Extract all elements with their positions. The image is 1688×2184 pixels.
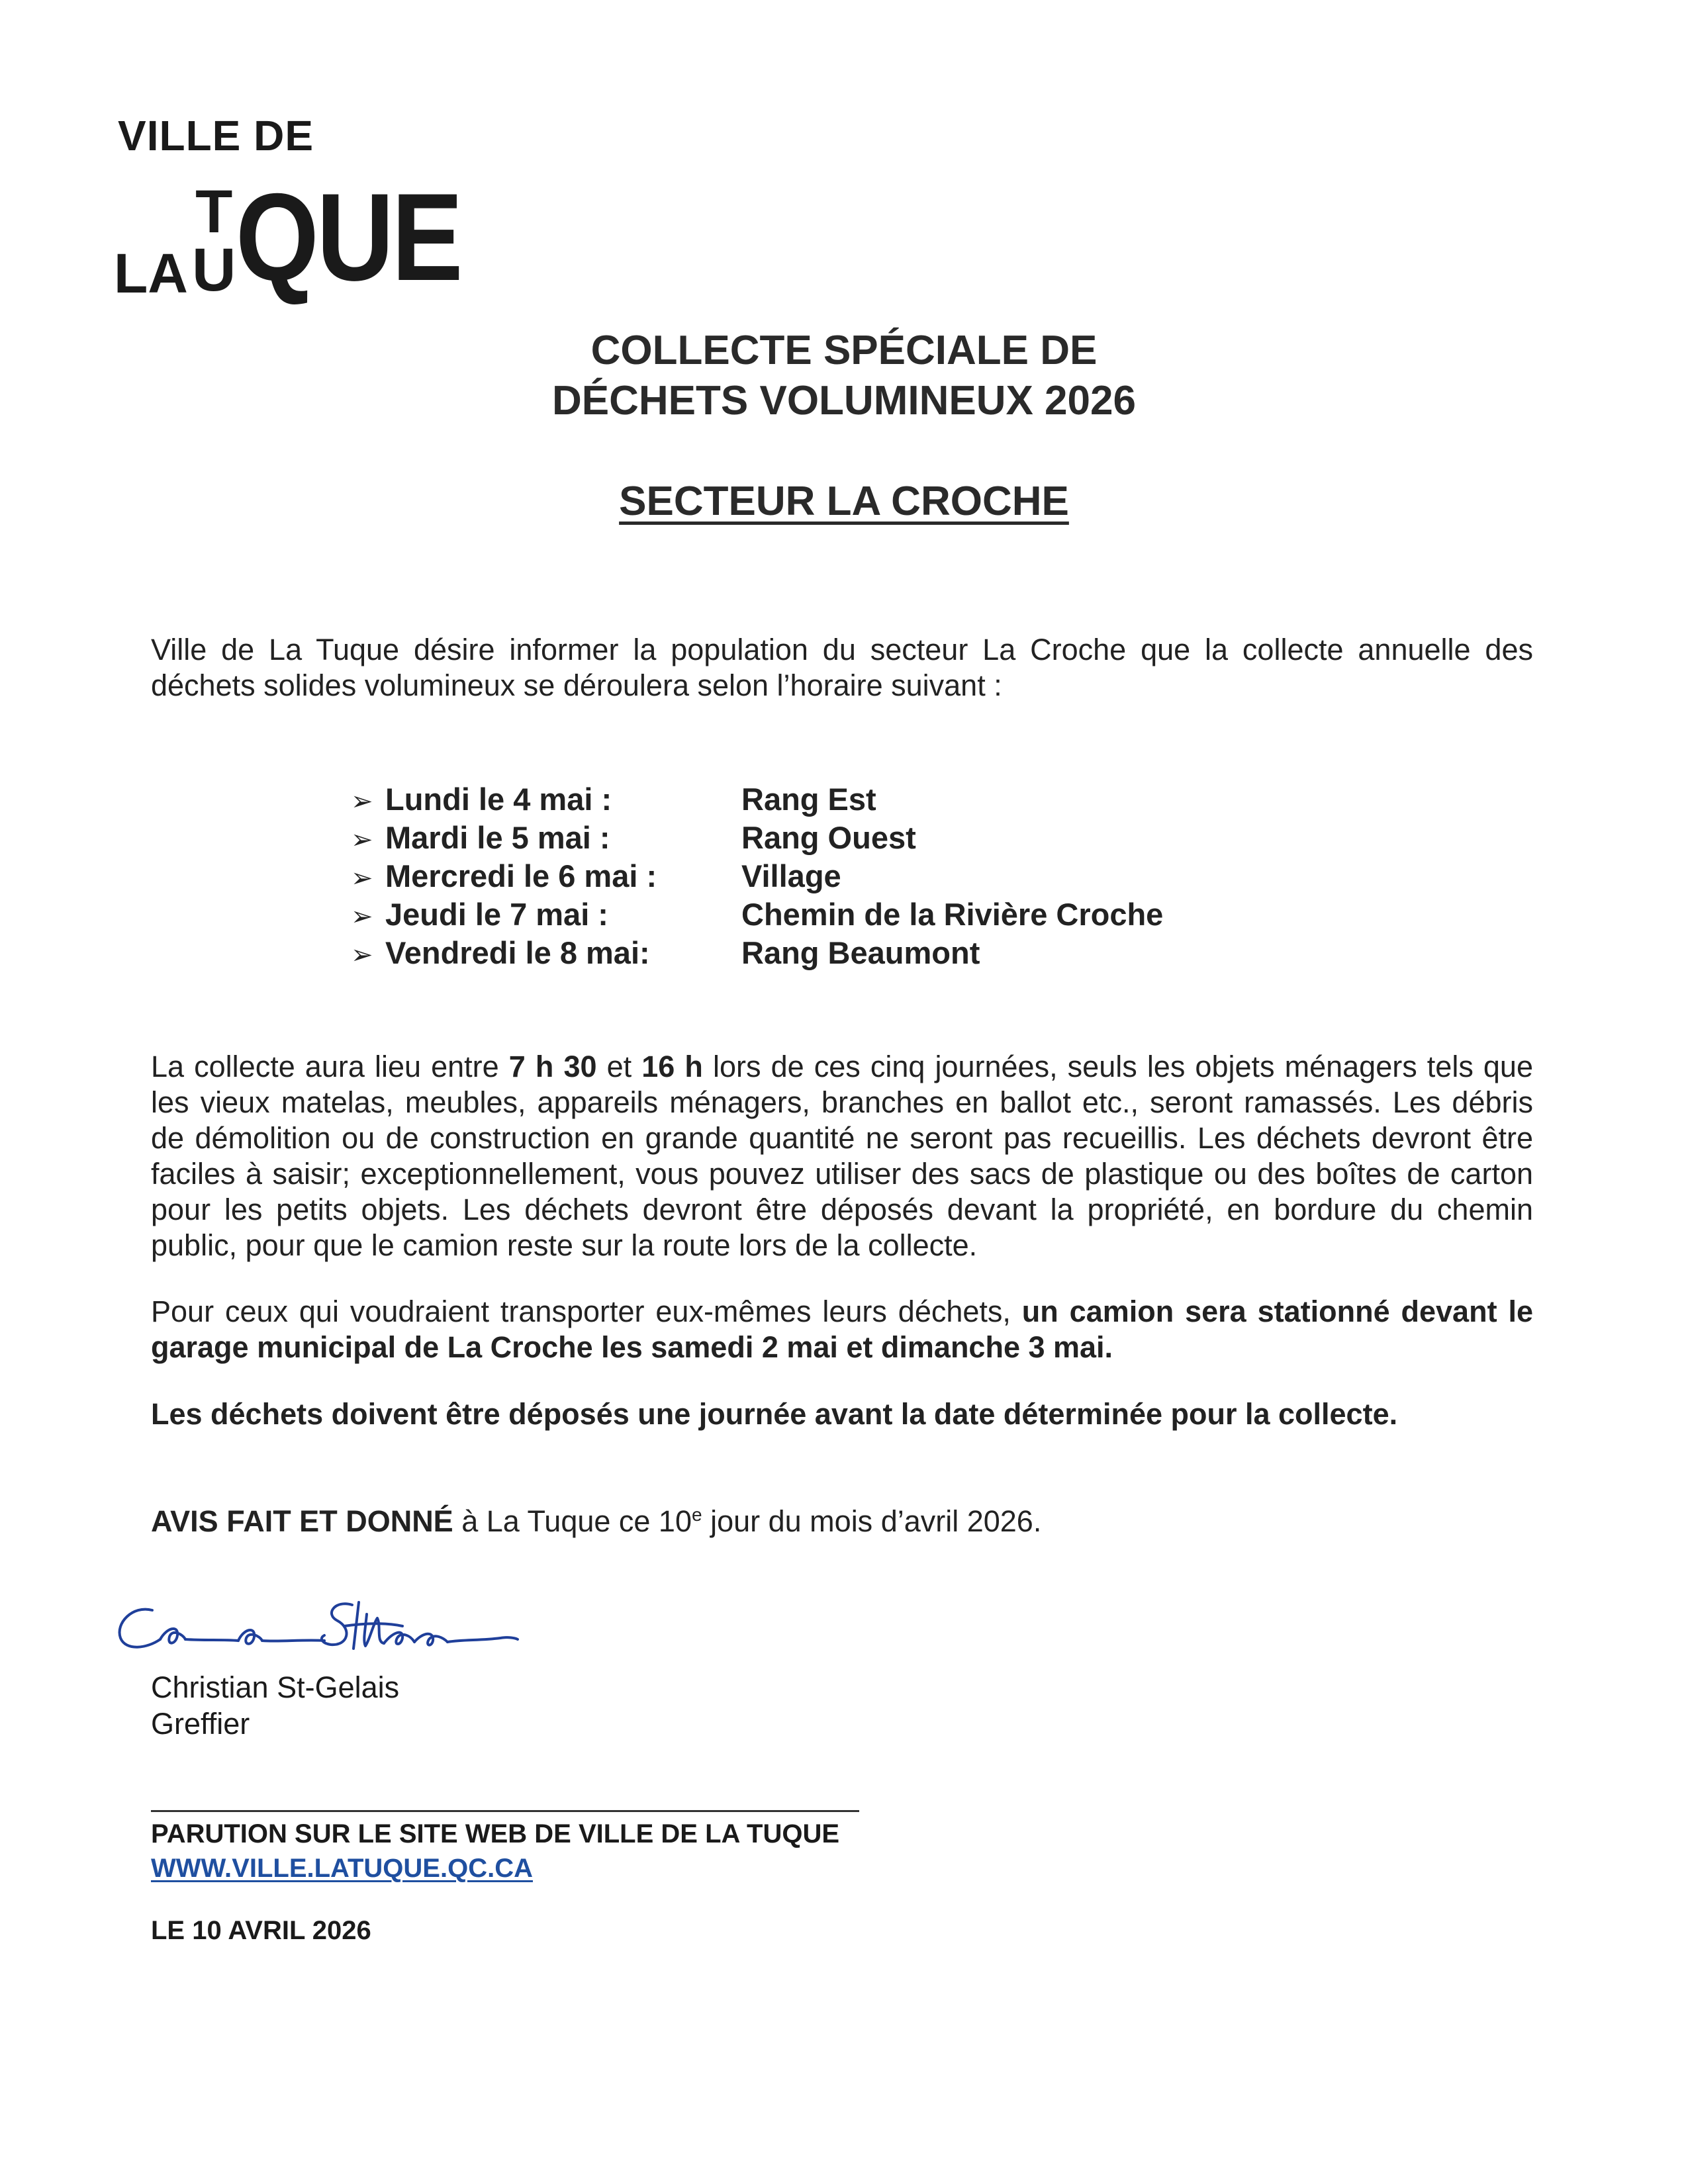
signature-drawing [106, 1585, 530, 1664]
schedule-item [351, 858, 1163, 896]
signer-block [151, 1669, 399, 1742]
signer-role: Greffier [151, 1707, 250, 1741]
logo-la: LA [114, 242, 188, 304]
publication-block [151, 1817, 839, 1886]
logo-ville-de: VILLE DE [118, 112, 314, 159]
arrow-bullet-icon: ➢ [351, 787, 373, 816]
avis-sup: e [692, 1504, 702, 1525]
collect-time-start: 7 h 30 [508, 1050, 597, 1083]
schedule-day: Vendredi le 8 mai: [385, 935, 650, 970]
schedule-day: Mercredi le 6 mai : [385, 858, 657, 893]
avis-bold: AVIS FAIT ET DONNÉ [151, 1504, 453, 1538]
schedule-place: Village [741, 858, 841, 893]
collect-paragraph [151, 1049, 1533, 1263]
schedule-place: Rang Est [741, 782, 876, 817]
schedule-item [351, 896, 1163, 934]
logo-tu-t: T [195, 178, 233, 246]
deposit-notice: Les déchets doivent être déposés une journée avant la date déterminée pour la collecte. [151, 1397, 1398, 1431]
title-line-2: DÉCHETS VOLUMINEUX 2026 [552, 378, 1136, 424]
title-line-1: COLLECTE SPÉCIALE DE [590, 328, 1098, 373]
schedule-place: Chemin de la Rivière Croche [741, 897, 1164, 932]
page-title [0, 326, 1688, 426]
avis-line [151, 1497, 1533, 1539]
logo-tu-u: U [191, 236, 236, 304]
logo-tu [191, 178, 236, 304]
transport-text: Pour ceux qui voudraient transporter eux-mêmes leurs déchets, [151, 1295, 1022, 1328]
transport-bold-text: un camion sera stationné devant le garage municipal de La Croche les samedi 2 mai et dimanche 3 mai. [151, 1295, 1533, 1364]
logo-que: QUE [236, 167, 461, 306]
publication-label: PARUTION SUR LE SITE WEB DE VILLE DE LA TUQUE [151, 1819, 840, 1848]
schedule-place: Rang Ouest [741, 820, 916, 855]
schedule-place: Rang Beaumont [741, 935, 980, 970]
schedule-item [351, 781, 1163, 819]
logo-latuque [114, 167, 498, 306]
transport-paragraph [151, 1294, 1533, 1365]
signer-name: Christian St-Gelais [151, 1670, 400, 1704]
arrow-bullet-icon: ➢ [351, 864, 373, 893]
schedule-day: Jeudi le 7 mai : [385, 897, 608, 932]
intro-paragraph: Ville de La Tuque désire informer la population du secteur La Croche que la collecte annuelle des déchets solides volumineux se déroulera selon l’horaire suivant : [151, 633, 1533, 702]
avis-text-2: jour du mois d’avril 2026. [702, 1504, 1042, 1538]
collect-text-1: La collecte aura lieu entre [151, 1050, 509, 1083]
schedule-list [351, 781, 1163, 973]
collect-time-end: 16 h [641, 1050, 703, 1083]
handwritten-signature [106, 1585, 530, 1668]
schedule-item [351, 819, 1163, 858]
divider [151, 1810, 859, 1812]
subtitle-text: SECTEUR LA CROCHE [619, 478, 1069, 524]
schedule-item [351, 934, 1163, 973]
publication-date: LE 10 AVRIL 2026 [151, 1916, 371, 1945]
arrow-bullet-icon: ➢ [351, 825, 373, 854]
schedule-day: Mardi le 5 mai : [385, 820, 610, 855]
collect-text-2: et [596, 1050, 642, 1083]
page-subtitle [0, 478, 1688, 525]
collect-text-3: lors de ces cinq journées, seuls les objets ménagers tels que les vieux matelas, meubles, appareils ménagers, branches en ballot etc., seront ramassés. Les débris de démolition ou de construction en grande quantité ne seront pas recueillis. Les déchets devront être faciles à saisir; exceptionnellement, vous pouvez utiliser des sacs de plastique ou des boîtes de carton pour les petits objets. Les déchets devront être déposés devant la propriété, en bordure du chemin public, pour que le camion reste sur la route lors de la collecte. [151, 1050, 1533, 1262]
arrow-bullet-icon: ➢ [351, 902, 373, 931]
arrow-bullet-icon: ➢ [351, 940, 373, 970]
website-link[interactable]: WWW.VILLE.LATUQUE.QC.CA [151, 1854, 533, 1883]
schedule-day: Lundi le 4 mai : [385, 782, 612, 817]
avis-text-1: à La Tuque ce 10 [453, 1504, 692, 1538]
